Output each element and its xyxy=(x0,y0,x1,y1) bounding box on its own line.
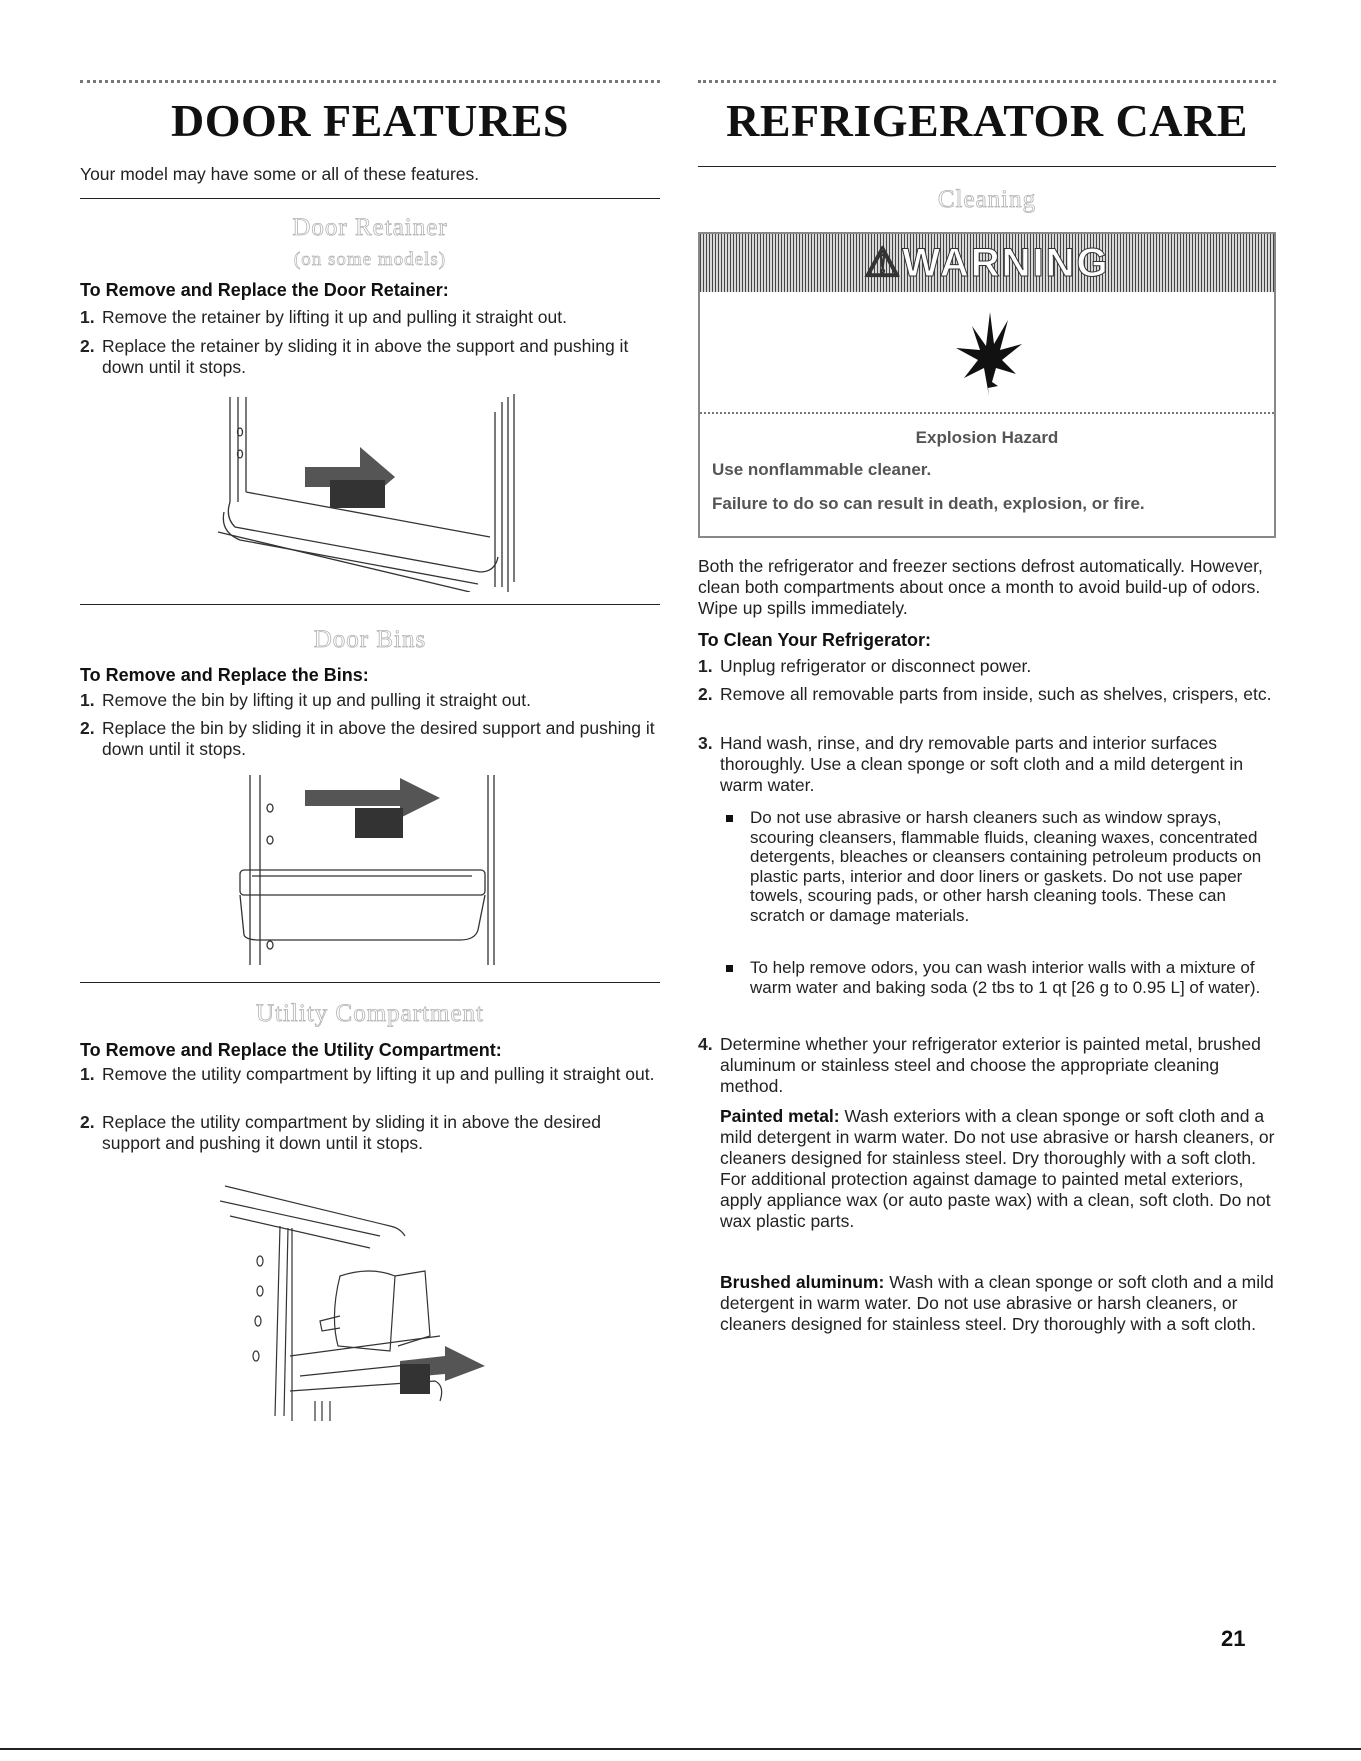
warning-consequence: Failure to do so can result in death, explosion, or fire. xyxy=(712,494,1145,513)
explosion-icon xyxy=(954,308,1024,398)
step-text: Remove the utility compartment by lifting it up and pulling it straight out. xyxy=(102,1064,655,1084)
page-title-door-features: DOOR FEATURES xyxy=(171,95,569,146)
warning-instruction: Use nonflammable cleaner. xyxy=(712,460,932,479)
step-number: 2. xyxy=(80,336,95,356)
step-item xyxy=(80,1064,660,1085)
section-title-cleaning: Cleaning xyxy=(937,186,1037,213)
section-subtitle: (on some models) xyxy=(293,249,447,270)
warning-label-text: WARNING xyxy=(902,241,1110,285)
step-text: Replace the utility compartment by sliding it in above the desired support and pushing it down until it stops. xyxy=(102,1112,602,1153)
step-text: Determine whether your refrigerator exterior is painted metal, brushed aluminum or stainless steel and choose the appropriate cleaning method. xyxy=(720,1034,1261,1096)
bullet-square-icon xyxy=(726,815,733,822)
warning-divider xyxy=(700,412,1274,414)
page-number: 21 xyxy=(1221,1626,1246,1651)
section-title-utility-compartment: Utility Compartment xyxy=(255,1000,484,1027)
door-bin-illustration xyxy=(230,770,510,970)
step-item xyxy=(80,336,660,378)
step-item xyxy=(698,684,1276,705)
arrow-icon xyxy=(400,1346,485,1394)
step-number: 4. xyxy=(698,1034,713,1054)
step-number: 2. xyxy=(698,684,713,704)
step-number: 2. xyxy=(80,718,95,738)
divider xyxy=(80,198,660,199)
step-item xyxy=(698,656,1276,677)
divider xyxy=(80,982,660,983)
list-item xyxy=(720,808,1276,925)
door-features-column xyxy=(80,0,660,1761)
brushed-aluminum-text: Wash with a clean sponge or soft cloth and a mild detergent in warm water. Do not use abrasive or harsh cleaners, or cleaners designed for stainless steel. Dry thoroughly with a soft cloth. xyxy=(720,1272,1274,1334)
top-dotted-rule xyxy=(698,80,1276,83)
brushed-aluminum-label: Brushed aluminum: xyxy=(720,1272,885,1292)
step-item xyxy=(80,718,660,760)
bullet-text: To help remove odors, you can wash interior walls with a mixture of warm water and baking soda (2 tbs to 1 qt [26 g to 0.95 L] of water). xyxy=(750,958,1261,997)
step-number: 2. xyxy=(80,1112,95,1132)
arrow-icon xyxy=(305,447,395,508)
step-text: Unplug refrigerator or disconnect power. xyxy=(720,656,1032,676)
step-text: Remove all removable parts from inside, such as shelves, crispers, etc. xyxy=(720,684,1272,704)
step-item xyxy=(80,690,660,711)
step-number: 3. xyxy=(698,733,713,753)
intro-text: Your model may have some or all of these features. xyxy=(80,164,480,184)
cleaning-intro: Both the refrigerator and freezer sections defrost automatically. However, clean both compartments about once a month to avoid build-up of odors. Wipe up spills immediately. xyxy=(698,556,1263,618)
step-item xyxy=(80,1112,660,1154)
painted-metal-text: Wash exteriors with a clean sponge or soft cloth and a mild detergent in warm water. Do not use abrasive or harsh cleaners, or cleaners designed for stainless steel. Dry thoroughly with a soft cloth. For additional protection against damage to painted metal exteriors, apply appliance wax (or auto paste wax) with a clean, soft cloth. Do not wax plastic parts. xyxy=(720,1106,1275,1231)
bullet-square-icon xyxy=(726,965,733,972)
step-text: Replace the retainer by sliding it in above the support and pushing it down until it stops. xyxy=(102,336,629,377)
step-text: Remove the bin by lifting it up and pulling it straight out. xyxy=(102,690,531,710)
subhead-utility: To Remove and Replace the Utility Compartment: xyxy=(80,1040,502,1060)
bottom-rule xyxy=(0,1748,1361,1750)
divider xyxy=(80,604,660,605)
arrow-icon xyxy=(305,778,440,838)
section-title-door-bins: Door Bins xyxy=(313,626,427,653)
warning-banner xyxy=(700,234,1274,292)
brushed-aluminum-paragraph xyxy=(720,1272,1276,1335)
hazard-title: Explosion Hazard xyxy=(915,428,1059,447)
step-item xyxy=(698,1034,1276,1097)
subhead-clean: To Clean Your Refrigerator: xyxy=(698,630,932,650)
list-item xyxy=(720,958,1276,997)
divider xyxy=(698,166,1276,167)
explosion-warning-box xyxy=(698,232,1276,538)
step-number: 1. xyxy=(698,656,713,676)
painted-metal-label: Painted metal: xyxy=(720,1106,840,1126)
step-text: Hand wash, rinse, and dry removable parts and interior surfaces thoroughly. Use a clean sponge or soft cloth and a mild detergent in warm water. xyxy=(720,733,1244,795)
subhead-bins: To Remove and Replace the Bins: xyxy=(80,665,369,685)
step-item xyxy=(80,307,660,328)
step-number: 1. xyxy=(80,1064,95,1084)
door-retainer-illustration xyxy=(210,392,530,592)
step-number: 1. xyxy=(80,307,95,327)
step-item xyxy=(698,733,1276,796)
refrigerator-care-column xyxy=(698,0,1276,1761)
top-dotted-rule xyxy=(80,80,660,83)
step-number: 1. xyxy=(80,690,95,710)
warning-triangle-icon: ⚠ xyxy=(864,241,903,285)
bullet-text: Do not use abrasive or harsh cleaners such as window sprays, scouring cleansers, flammable fluids, cleaning waxes, concentrated detergents, bleaches or cleansers containing petroleum products on plastic parts, interior and door liners or gaskets. Do not use paper towels, scouring pads, or other harsh cleaning tools. These can scratch or damage materials. xyxy=(750,808,1262,925)
step-text: Remove the retainer by lifting it up and pulling it straight out. xyxy=(102,307,567,327)
step-text: Replace the bin by sliding it in above the desired support and pushing it down until it stops. xyxy=(102,718,655,759)
utility-compartment-illustration xyxy=(220,1166,520,1426)
section-title-door-retainer: Door Retainer xyxy=(292,214,448,241)
painted-metal-paragraph xyxy=(720,1106,1276,1232)
page-title-refrigerator-care: REFRIGERATOR CARE xyxy=(726,95,1248,146)
warning-label xyxy=(700,240,1274,286)
subhead-retainer: To Remove and Replace the Door Retainer: xyxy=(80,280,449,300)
